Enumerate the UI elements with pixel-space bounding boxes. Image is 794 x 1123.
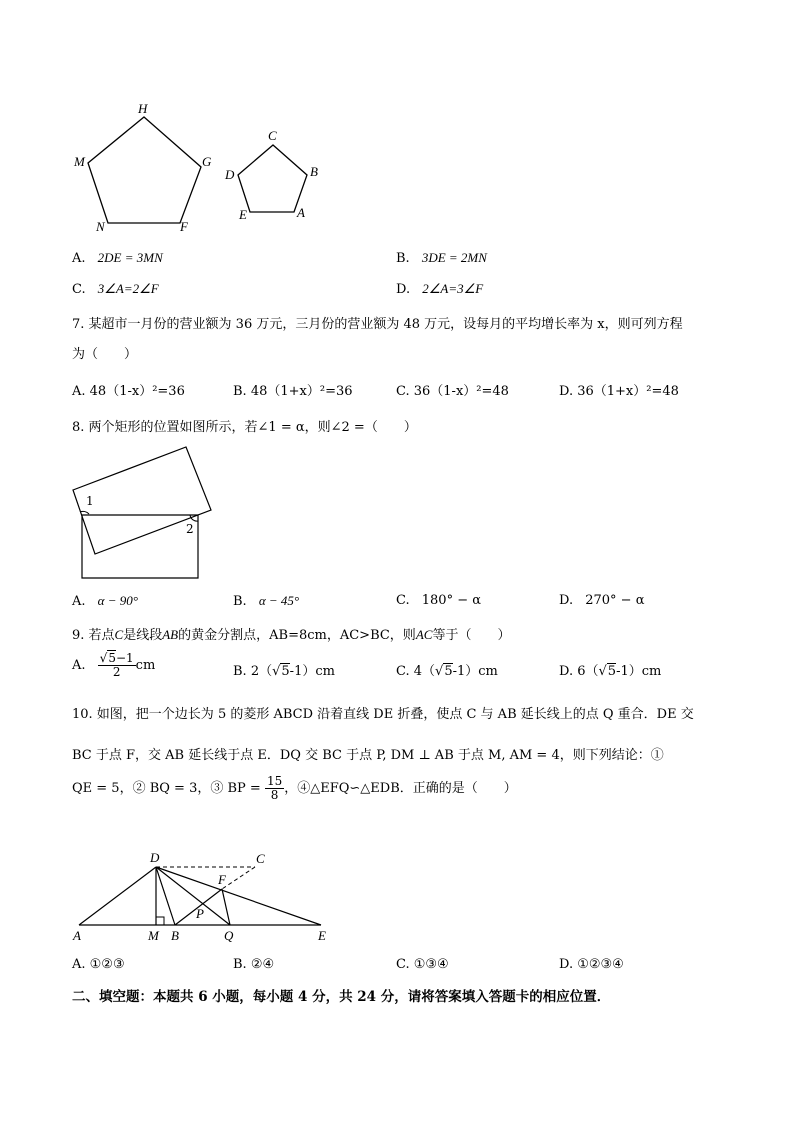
q10-option-a[interactable]: A. ①②③	[72, 957, 125, 972]
q7-stem-line1: 7. 某超市一月份的营业额为 36 万元，三月份的营业额为 48 万元，设每月的平均增长率为 x，则可列方程	[72, 317, 683, 332]
label-C: C	[268, 128, 277, 143]
stem-text: 等于（ ）	[432, 628, 511, 643]
label-B: B	[171, 928, 179, 943]
line-CF-dashed	[222, 867, 255, 889]
option-post: -1）cm	[289, 664, 335, 679]
stem-var: AC	[415, 627, 433, 642]
option-text: 270° − α	[585, 593, 645, 608]
option-pre: B. 2（	[233, 664, 273, 679]
q7-stem-line2: 为（ ）	[72, 347, 138, 362]
q8-stem: 8. 两个矩形的位置如图所示，若∠1 = α，则∠2 =（ ）	[72, 420, 417, 435]
option-key: D.	[559, 593, 574, 608]
label-A: A	[73, 928, 81, 943]
root-value: 5	[607, 664, 617, 679]
q9-option-b[interactable]: B. 2（√5-1）cm	[233, 664, 335, 679]
angle-label-2: 2	[186, 522, 194, 536]
q9-option-c[interactable]: C. 4（√5-1）cm	[396, 664, 498, 679]
option-key: B.	[396, 251, 410, 266]
option-text: 3∠A=2∠F	[97, 281, 159, 296]
option-text: α − 45°	[258, 593, 300, 608]
q10-stem-line1: 10. 如图，把一个边长为 5 的菱形 ABCD 沿着直线 DE 折叠，使点 C 与 AB 延长线上的点 Q 重合．DE 交	[72, 707, 694, 722]
numerator: 15	[266, 774, 283, 788]
option-key: A.	[72, 658, 86, 674]
option-key: A.	[72, 594, 86, 609]
option-key: B.	[233, 594, 247, 609]
label-M: M	[148, 928, 159, 943]
line-DE	[156, 867, 321, 925]
label-F: F	[180, 219, 188, 234]
option-pre: D. 6（	[559, 664, 599, 679]
option-text: 3DE = 2MN	[421, 250, 487, 265]
label-G: G	[202, 154, 212, 169]
q7-option-d[interactable]: D. 36（1+x）²=48	[559, 384, 679, 399]
option-text: α − 90°	[97, 593, 138, 608]
stem-text: 是线段	[123, 628, 163, 643]
label-F: F	[218, 872, 226, 887]
label-D: D	[225, 167, 235, 182]
denominator: 2	[112, 665, 121, 680]
option-pre: C. 4（	[396, 664, 436, 679]
root-value: 5	[108, 651, 116, 665]
stem-text: ，④△EFQ∽△EDB．正确的是（ ）	[284, 781, 517, 797]
stem-var: AB	[162, 627, 179, 642]
label-E: E	[318, 928, 326, 943]
label-P: P	[196, 906, 204, 921]
label-H: H	[138, 101, 148, 116]
q7-option-a[interactable]: A. 48（1-x）²=36	[72, 384, 185, 399]
q10-option-c[interactable]: C. ①③④	[396, 957, 449, 972]
stem-var: C	[114, 627, 124, 642]
option-key: D.	[396, 282, 411, 297]
angle-label-1: 1	[86, 494, 94, 508]
q9-option-d[interactable]: D. 6（√5-1）cm	[559, 664, 662, 679]
label-B: B	[310, 164, 318, 179]
label-E: E	[239, 207, 247, 222]
option-post: -1）cm	[616, 664, 662, 679]
line-DB	[156, 867, 175, 925]
root-value: 5	[281, 664, 290, 679]
section-heading: 二、填空题：本题共 6 小题，每小题 4 分，共 24 分，请将答案填入答题卡的相应位置．	[72, 989, 611, 1005]
num-rest: −1	[115, 651, 134, 665]
label-A: A	[297, 205, 305, 220]
option-text: 2∠A=3∠F	[422, 281, 484, 296]
q10-option-d[interactable]: D. ①②③④	[559, 957, 624, 972]
option-key: A.	[72, 251, 86, 266]
q10-stem-line2: BC 于点 F，交 AB 延长线于点 E．DQ 交 BC 于点 P, DM ⊥ AB 于点 M, AM = 4，则下列结论：①	[72, 748, 664, 763]
label-M: M	[74, 154, 85, 169]
denominator: 8	[270, 788, 279, 803]
stem-text: QE = 5，② BQ = 3，③ BP =	[72, 781, 261, 797]
fraction: $\frac{√5-1}{2}$	[99, 651, 134, 680]
root-value: 5	[444, 664, 453, 679]
q7-option-c[interactable]: C. 36（1-x）²=48	[396, 384, 509, 399]
option-post: -1）cm	[452, 664, 498, 679]
right-angle-mark	[156, 917, 164, 925]
label-D: D	[150, 850, 160, 865]
unit: cm	[135, 658, 156, 674]
label-C: C	[256, 851, 265, 866]
label-Q: Q	[224, 928, 234, 943]
line-AD	[79, 867, 156, 925]
option-text: 180° − α	[421, 593, 482, 608]
option-key: C.	[72, 282, 86, 297]
stem-text: 的黄金分割点，AB=8cm，AC>BC，则	[178, 628, 416, 643]
option-text: 2DE = 3MN	[97, 250, 163, 265]
option-key: C.	[396, 593, 410, 608]
q10-option-b[interactable]: B. ②④	[233, 957, 275, 972]
stem-text: 9. 若点	[72, 628, 115, 643]
label-N: N	[96, 219, 105, 234]
q7-option-b[interactable]: B. 48（1+x）²=36	[233, 384, 353, 399]
